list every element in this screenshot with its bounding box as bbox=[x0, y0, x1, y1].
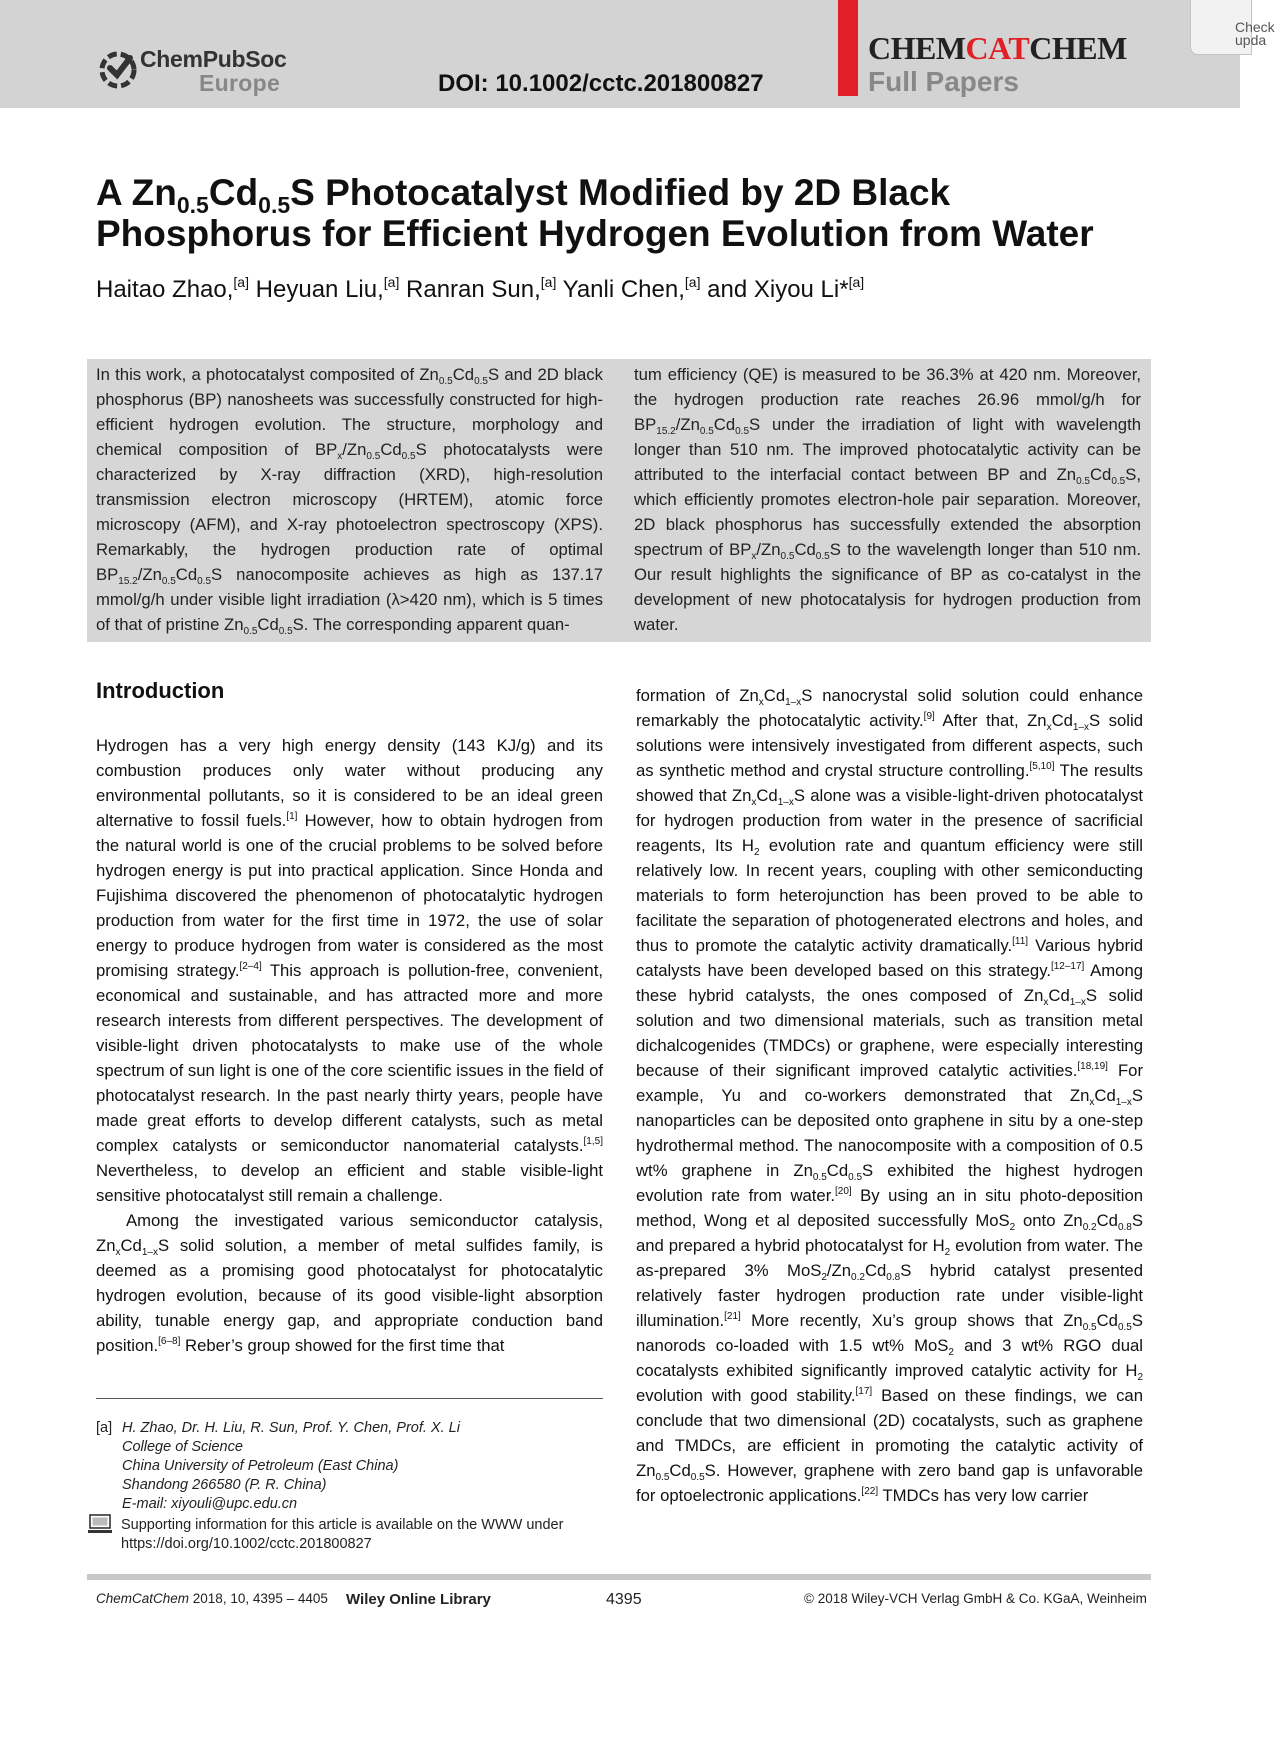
journal-accent-bar bbox=[838, 0, 858, 96]
citation-link[interactable]: [22] bbox=[861, 1486, 879, 1497]
abstract-right-column: tum efficiency (QE) is measured to be 36.3% at 420 nm. Moreover, the hydrogen production rate reaches 26.96 mmol/g/h for $BP_{15.2}/Zn_{0.5}Cd_{0.5}S$ under the irradiation of light with wavelength longer than 510 nm. The improved photocatalytic activity can be attributed to the interfacial contact between BP and $Zn_{0.5}Cd_{0.5}S$, which efficiently promotes electron-hole pair separation. Moreover, 2D black phosphorus has successfully extended the absorption spectrum of $BP_x/Zn_{0.5}Cd_{0.5}S$ to the wavelength longer than 510 nm. Our result highlights the significance of BP as co-catalyst in the development of new photocatalysis for hydrogen production from water. bbox=[634, 365, 1141, 634]
author-list: Haitao Zhao,[a] Heyuan Liu,[a] Ranran Sun,[a] Yanli Chen,[a] and Xiyou Li*[a] bbox=[96, 274, 865, 303]
paragraph: Hydrogen has a very high energy density (143 KJ/g) and its combustion produces only water without producing any environmental pollutants, so it is considered to be an ideal green alternative to fossil fuels.[1] However, how to obtain hydrogen from the natural world is one of the crucial problems to be solved before hydrogen energy is put into practical application. Since Honda and Fujishima discovered the phenomenon of photocatalytic hydrogen production from water for the first time in 1972, the use of solar energy to produce hydrogen from water is considered as the most promising strategy.[2–4] This approach is pollution-free, convenient, economical and sustainable, and has attracted more and more research interests from different perspectives. The development of visible-light driven photocatalysts to make use of the whole spectrum of sun light is one of the core scientific issues in the field of photocatalyst research. In the past nearly thirty years, people have made great efforts to develop different catalysts, such as metal complex catalysts or semiconductor nanomaterial catalysts.[1,5] Nevertheless, to develop an efficient and stable visible-light sensitive photocatalyst still remain a challenge. bbox=[96, 736, 603, 1205]
citation-link[interactable]: [11] bbox=[1012, 936, 1029, 947]
supporting-information-note[interactable]: Supporting information for this article is available on the WWW under https://doi.org/10.1002/cctc.201800827 bbox=[121, 1517, 564, 1552]
journal-name: CHEMCATCHEM bbox=[868, 30, 1127, 66]
citation-link[interactable]: [17] bbox=[855, 1386, 873, 1397]
citation-link[interactable]: [12–17] bbox=[1050, 961, 1085, 972]
article-section: Full Papers bbox=[868, 66, 1019, 97]
footer-copyright: © 2018 Wiley-VCH Verlag GmbH & Co. KGaA, Weinheim bbox=[804, 1591, 1147, 1606]
logo-text-europe: Europe bbox=[199, 70, 281, 96]
citation-link[interactable]: [5,10] bbox=[1029, 761, 1055, 772]
author: Haitao Zhao, bbox=[96, 276, 234, 303]
body-left-column bbox=[96, 733, 603, 1358]
author: Heyuan Liu, bbox=[255, 276, 384, 303]
author: Ranran Sun, bbox=[406, 276, 541, 303]
abstract-left-column: In this work, a photocatalyst composited of $Zn_{0.5}Cd_{0.5}S$ and 2D black phosphorus (BP) nanosheets was successfully constructed for high-efficient hydrogen evolution. The structure, morphology and chemical composition of $BP_x/Zn_{0.5}Cd_{0.5}S$ photocatalysts were characterized by X-ray diffraction (XRD), high-resolution transmission electron microscopy (HRTEM), atomic force microscopy (AFM), and X-ray photoelectron spectroscopy (XPS). Remarkably, the hydrogen production rate of optimal $BP_{15.2}/Zn_{0.5}Cd_{0.5}S$ nanocomposite achieves as high as 137.17 mmol/g/h under visible light irradiation (λ>420 nm), which is 5 times of that of pristine $Zn_{0.5}Cd_{0.5}S$. The corresponding apparent quan- bbox=[96, 365, 604, 637]
author-email[interactable]: E-mail: xiyouli@upc.edu.cn bbox=[122, 1496, 298, 1512]
article-doi[interactable]: DOI: 10.1002/cctc.201800827 bbox=[438, 70, 764, 97]
author: and Xiyou Li* bbox=[707, 276, 849, 303]
body-right-column bbox=[636, 683, 1143, 1508]
citation-link[interactable]: [6–8] bbox=[158, 1336, 181, 1347]
citation-link[interactable]: [20] bbox=[834, 1186, 852, 1197]
introduction-heading: Introduction bbox=[96, 678, 225, 703]
page-number: 4395 bbox=[606, 1591, 642, 1608]
footer-wiley-online-library-link[interactable]: Wiley Online Library bbox=[346, 1591, 491, 1608]
citation-link[interactable]: [9] bbox=[923, 711, 935, 722]
citation-link[interactable]: [18,19] bbox=[1077, 1061, 1108, 1072]
footer-divider bbox=[87, 1574, 1151, 1580]
citation-link[interactable]: [2–4] bbox=[239, 961, 262, 972]
logo-text-chempubsoc: ChemPubSoc bbox=[140, 46, 287, 72]
paragraph: formation of $Zn_xCd_{1-x}S$ nanocrystal solid solution could enhance remarkably the photocatalytic activity.[9] After that, $Zn_xCd_{1-x}S$ solid solutions were intensively investigated from different aspects, such as synthetic method and crystal structure controlling.[5,10] The results showed that $Zn_xCd_{1-x}S$ alone was a visible-light-driven photocatalyst for hydrogen production from water in the presence of sacrificial reagents, Its $H_2$ evolution rate and quantum efficiency were still relatively low. In recent years, coupling with other semiconducting materials to form heterojunction has been proved to be able to facilitate the separation of photogenerated electrons and holes, and thus to promote the catalytic activity dramatically.[11] Various hybrid catalysts have been developed based on this strategy.[12–17] Among these hybrid catalysts, the ones composed of $Zn_xCd_{1-x}S$ solid solution and two dimensional materials, such as transition metal dichalcogenides (TMDCs) or graphene, were especially interesting because of their significant improved catalytic activities.[18,19] For example, Yu and co-workers demonstrated that $Zn_xCd_{1-x}S$ nanoparticles can be deposited onto graphene in situ by a one-step hydrothermal method. The nanocomposite with a composition of 0.5 wt% graphene in $Zn_{0.5}Cd_{0.5}S$ exhibited the highest hydrogen evolution rate from water.[20] By using an in situ photo-deposition method, Wong et al deposited successfully MoS$_2$ onto $Zn_{0.2}Cd_{0.8}S$ and prepared a hybrid photocatalyst for $H_2$ evolution from water. The as-prepared 3% $MoS_2/Zn_{0.2}Cd_{0.8}S$ hybrid catalyst presented relatively faster hydrogen production rate under visible-light illumination.[21] More recently, Xu’s group shows that $Zn_{0.5}Cd_{0.5}S$ nanorods co-loaded with 1.5 wt% MoS$_2$ and 3 wt% RGO dual cocatalysts exhibited significantly improved catalytic activity for $H_2$ evolution with good stability.[17] Based on these findings, we can conclude that two dimensional (2D) cocatalysts, such as graphene and TMDCs, are efficient in promoting the catalytic activity of $Zn_{0.5}Cd_{0.5}S$. However, graphene with zero band gap is unfavorable for optoelectronic applications.[22] TMDCs has very low carrier bbox=[636, 686, 1144, 1505]
author: Yanli Chen, bbox=[562, 276, 685, 303]
footnote-divider bbox=[96, 1398, 603, 1399]
computer-monitor-icon bbox=[88, 1514, 112, 1534]
citation-link[interactable]: [21] bbox=[724, 1311, 741, 1322]
paragraph: Among the investigated various semiconductor catalysis, $Zn_xCd_{1-x}S$ solid solution, a member of metal sulfides family, is deemed as a promising good photocatalyst for photocatalytic hydrogen evolution, because of its good visible-light absorption ability, tunable energy gap, and appropriate conduction band position.[6–8] Reber’s group showed for the first time that bbox=[96, 1211, 603, 1355]
check-for-updates-badge[interactable]: Check upda bbox=[1190, 0, 1252, 55]
footer-citation: ChemCatChem 2018, 10, 4395 – 4405 bbox=[96, 1591, 328, 1606]
citation-link[interactable]: [1,5] bbox=[583, 1136, 603, 1147]
affiliation-footnote: [a] H. Zhao, Dr. H. Liu, R. Sun, Prof. Y. Chen, Prof. X. Li College of Science China University of Petroleum (East China) Shandong 266580 (P. R. China) E-mail: xiyouli@upc.edu.cn bbox=[96, 1419, 603, 1514]
citation-link[interactable]: [1] bbox=[286, 811, 298, 822]
article-title: A $Zn_{0.5}Cd_{0.5}S$ Photocatalyst Modified by 2D Black Phosphorus for Efficient Hydrogen Evolution from Water bbox=[96, 172, 1094, 254]
